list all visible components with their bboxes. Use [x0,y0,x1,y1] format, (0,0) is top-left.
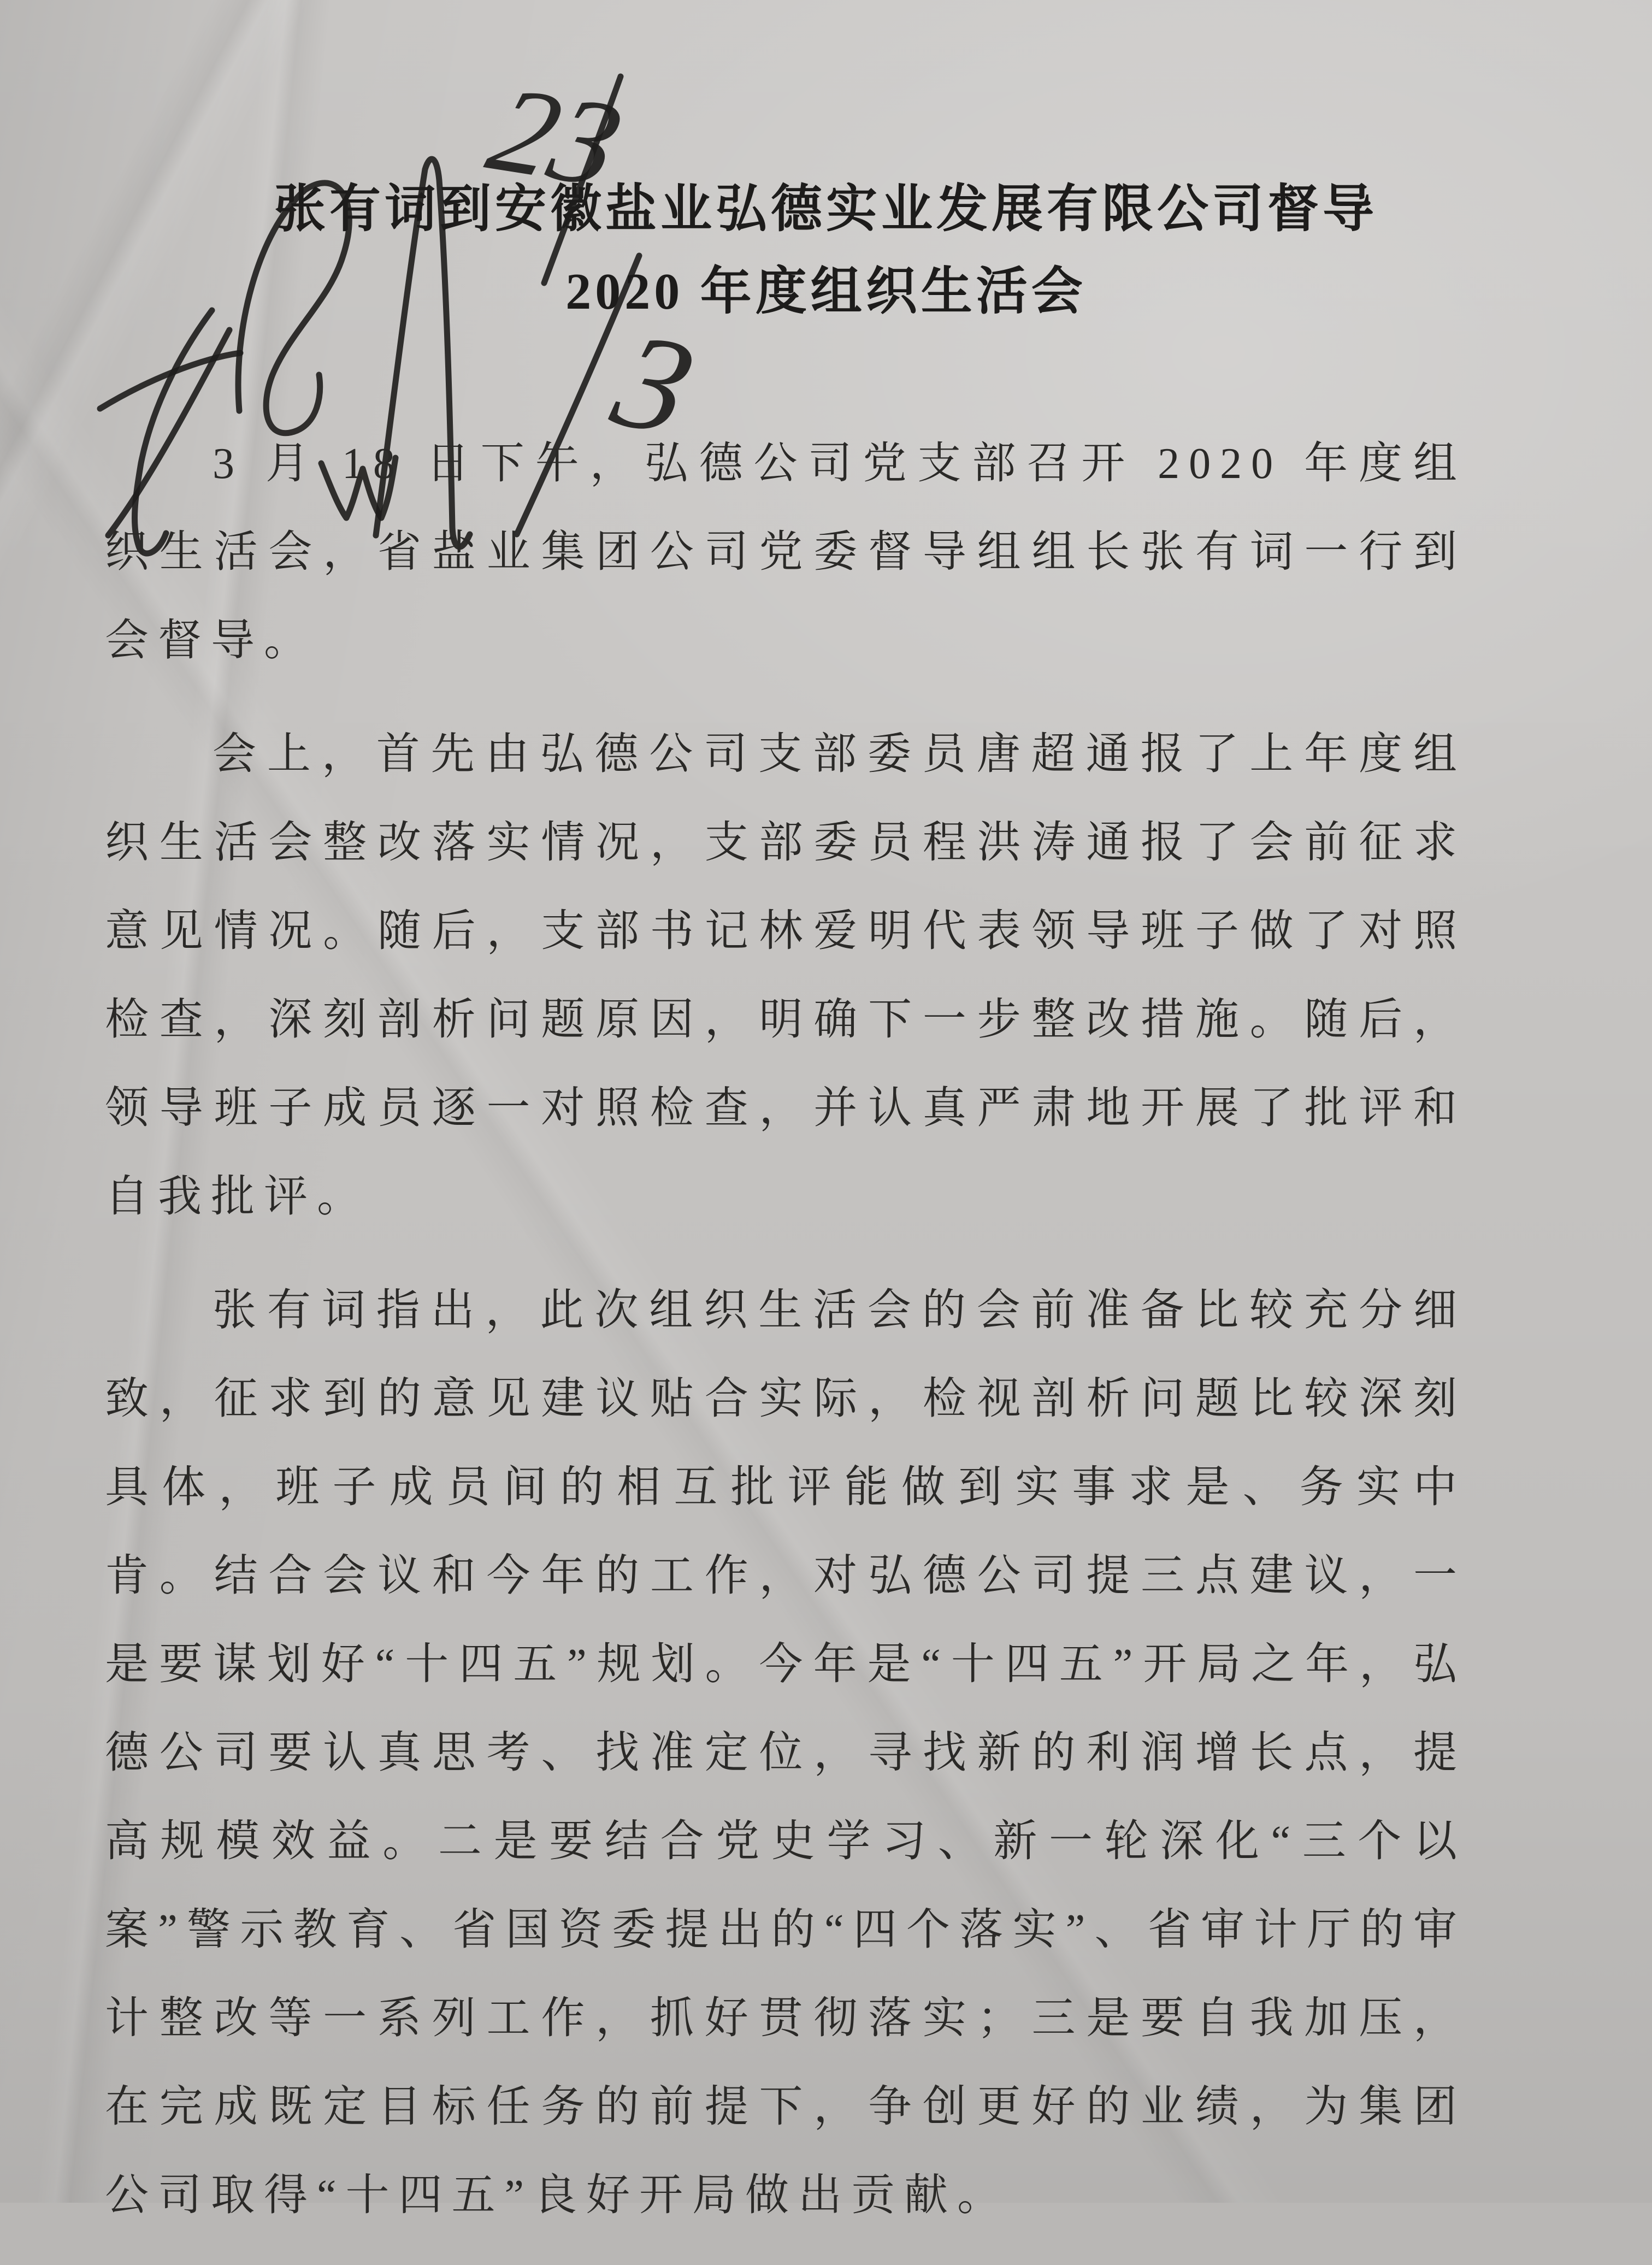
handwritten-date-month: 3 [598,303,711,467]
handwritten-date-day: 23 [474,58,638,215]
title-line-1: 张有词到安徽盐业弘德实业发展有限公司督导 [0,181,1652,238]
title-line-2: 2020 年度组织生活会 [0,264,1652,320]
paragraph-3: 张有词指出，此次组织生活会的会前准备比较充分细致，征求到的意见建议贴合实际，检视剖析问题比较深刻具体，班子成员间的相互批评能做到实事求是、务实中肯。结合会议和今年的工作，对弘德公司提三点建议，一是要谋划好“十四五”规划。今年是“十四五”开局之年，弘德公司要认真思考、找准定位，寻找新的利润增长点，提高规模效益。二是要结合党史学习、新一轮深化“三个以案”警示教育、省国资委提出的“四个落实”、省审计厅的审计整改等一系列工作，抓好贯彻落实；三是要自我加压，在完成既定目标任务的前提下，争创更好的业绩，为集团公司取得“十四五”良好开局做出贡献。 [105,1266,1466,2240]
paragraph-2: 会上，首先由弘德公司支部委员唐超通报了上年度组织生活会整改落实情况，支部委员程洪涛通报了会前征求意见情况。随后，支部书记林爱明代表领导班子做了对照检查，深刻剖析问题原因，明确下一步整改措施。随后，领导班子成员逐一对照检查，并认真严肃地开展了批评和自我批评。 [105,710,1466,1241]
paragraph-1: 3 月 18 日下午，弘德公司党支部召开 2020 年度组织生活会，省盐业集团公司党委督导组组长张有词一行到会督导。 [105,420,1466,685]
document-body [105,420,1466,2265]
document-title [0,181,1652,321]
